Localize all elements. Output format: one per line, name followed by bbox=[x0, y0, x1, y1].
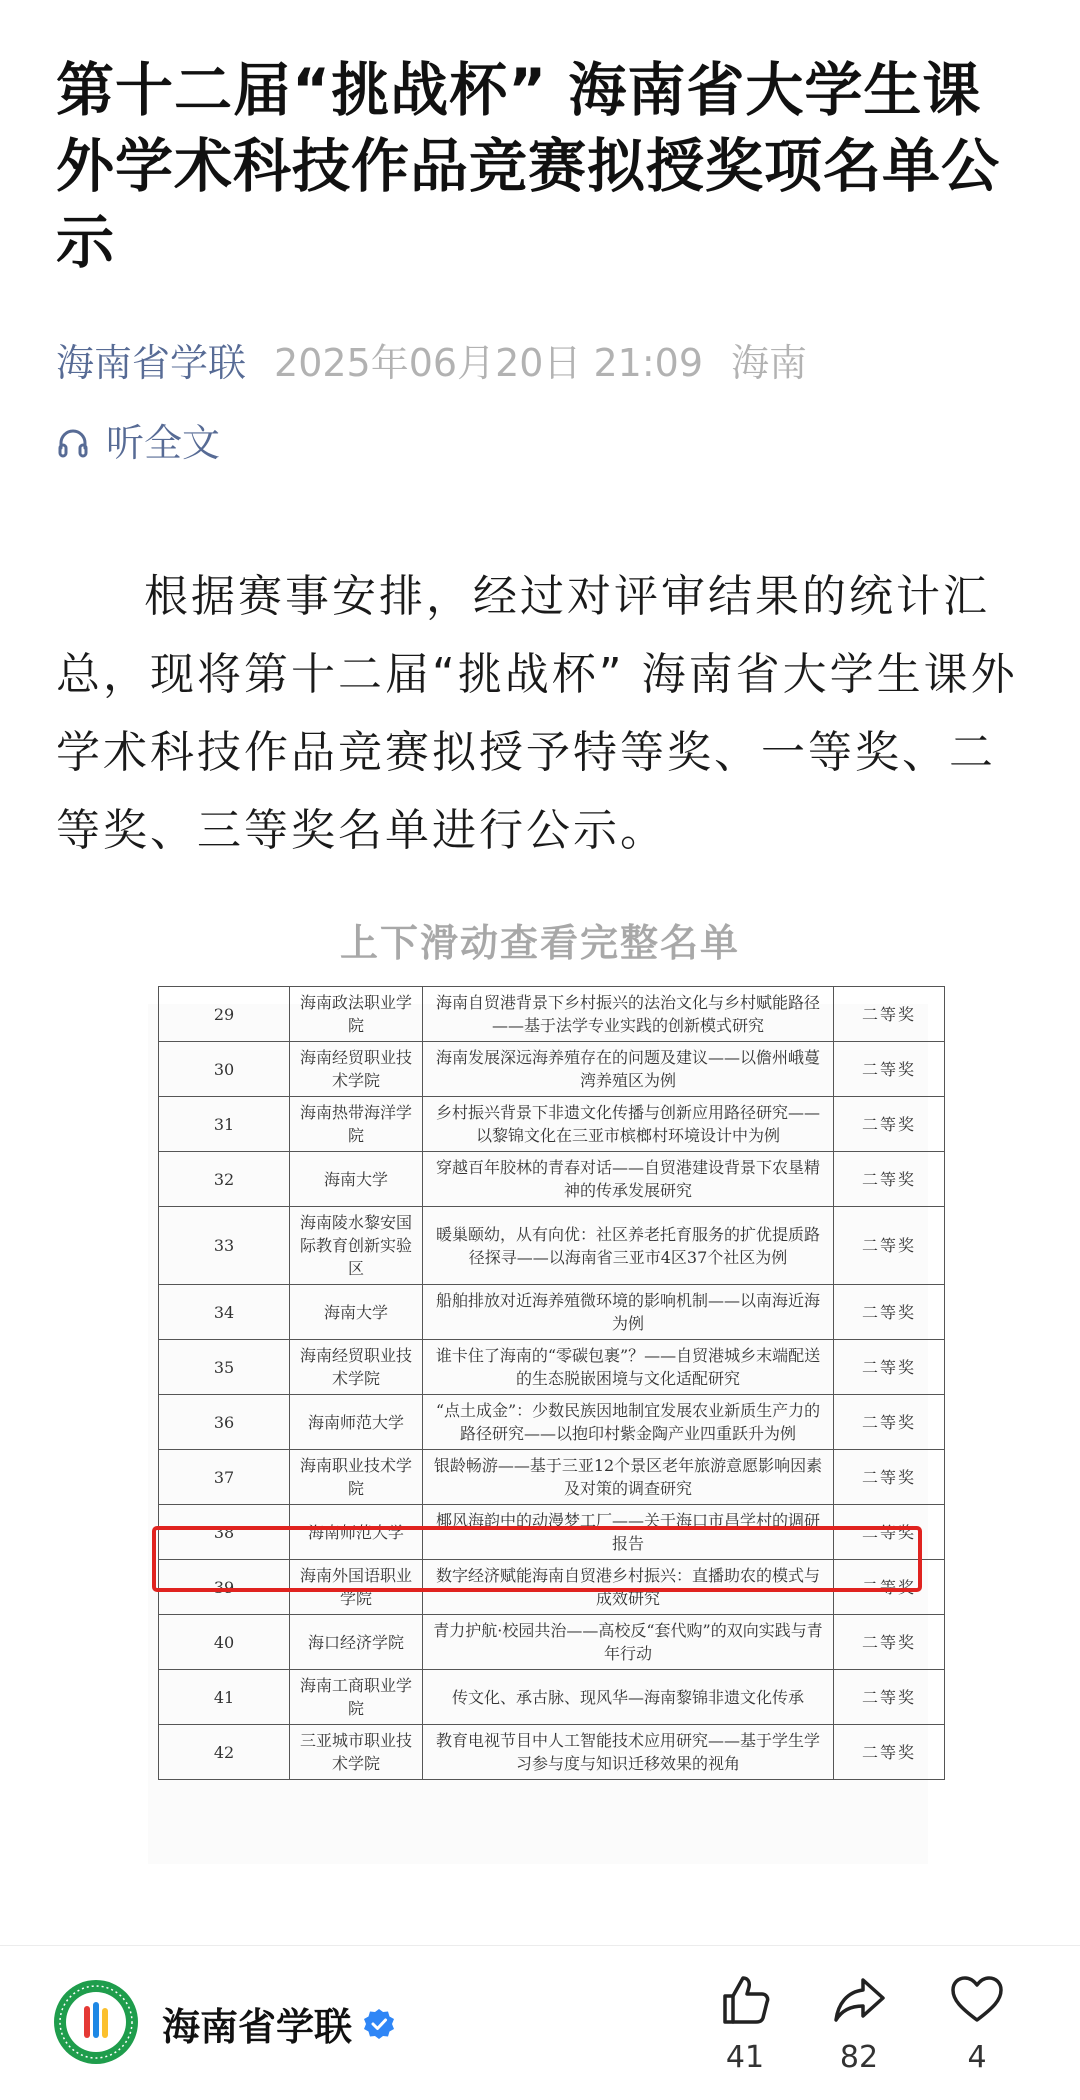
row-project-title: 青力护航·校园共治——高校反“套代购”的双向实践与青年行动 bbox=[423, 1615, 834, 1670]
row-school: 海南职业技术学院 bbox=[290, 1450, 423, 1505]
avatar[interactable] bbox=[54, 1980, 138, 2064]
listen-label: 听全文 bbox=[106, 421, 221, 465]
row-award-level: 二等奖 bbox=[834, 1395, 945, 1450]
row-project-title: 乡村振兴背景下非遗文化传播与创新应用路径研究——以黎锦文化在三亚市槟榔村环境设计中为例 bbox=[423, 1097, 834, 1152]
row-award-level: 二等奖 bbox=[834, 1725, 945, 1780]
hainan-student-federation-logo bbox=[54, 1980, 138, 2064]
publish-region: 海南 bbox=[731, 341, 808, 385]
scroll-hint: 上下滑动查看完整名单 bbox=[339, 921, 740, 965]
table-row bbox=[159, 1042, 945, 1097]
row-number: 40 bbox=[159, 1615, 290, 1670]
row-award-level: 二等奖 bbox=[834, 1042, 945, 1097]
row-number: 39 bbox=[159, 1560, 290, 1615]
row-project-title: 传文化、承古脉、现风华—海南黎锦非遗文化传承 bbox=[423, 1670, 834, 1725]
row-project-title: 数字经济赋能海南自贸港乡村振兴：直播助农的模式与成效研究 bbox=[423, 1560, 834, 1615]
favorite-count: 4 bbox=[967, 2040, 987, 2075]
like-button[interactable] bbox=[690, 1972, 800, 2075]
row-number: 37 bbox=[159, 1450, 290, 1505]
row-award-level: 二等奖 bbox=[834, 1615, 945, 1670]
row-school: 海南热带海洋学院 bbox=[290, 1097, 423, 1152]
table-row bbox=[159, 1207, 945, 1285]
footer-bar bbox=[0, 1946, 1080, 2100]
row-school: 海南师范大学 bbox=[290, 1505, 423, 1560]
share-count: 82 bbox=[839, 2040, 879, 2075]
row-school: 海南陵水黎安国际教育创新实验区 bbox=[290, 1207, 423, 1285]
row-award-level: 二等奖 bbox=[834, 1207, 945, 1285]
row-project-title: 教育电视节目中人工智能技术应用研究——基于学生学习参与度与知识迁移效果的视角 bbox=[423, 1725, 834, 1780]
intro-paragraph: 根据赛事安排，经过对评审结果的统计汇总，现将第十二届“挑战杯” 海南省大学生课外学术科技作品竞赛拟授予特等奖、一等奖、二等奖、三等奖名单进行公示。 bbox=[56, 571, 1018, 856]
row-number: 38 bbox=[159, 1505, 290, 1560]
row-school: 海南师范大学 bbox=[290, 1395, 423, 1450]
row-project-title: “点土成金”：少数民族因地制宜发展农业新质生产力的路径研究——以抱印村紫金陶产业四重跃升为例 bbox=[423, 1395, 834, 1450]
row-number: 32 bbox=[159, 1152, 290, 1207]
table-row bbox=[159, 1152, 945, 1207]
like-count: 41 bbox=[725, 2040, 765, 2075]
row-award-level: 二等奖 bbox=[834, 1097, 945, 1152]
table-row bbox=[159, 1725, 945, 1780]
thumbs-up-icon bbox=[717, 1972, 773, 2028]
table-row bbox=[159, 1395, 945, 1450]
award-table bbox=[158, 986, 945, 1780]
row-number: 31 bbox=[159, 1097, 290, 1152]
row-project-title: 海南自贸港背景下乡村振兴的法治文化与乡村赋能路径——基于法学专业实践的创新模式研究 bbox=[423, 987, 834, 1042]
row-project-title: 海南发展深远海养殖存在的问题及建议——以儋州峨蔓湾养殖区为例 bbox=[423, 1042, 834, 1097]
row-school: 海南经贸职业技术学院 bbox=[290, 1340, 423, 1395]
share-button[interactable] bbox=[804, 1972, 914, 2075]
row-number: 35 bbox=[159, 1340, 290, 1395]
table-row bbox=[159, 1670, 945, 1725]
publish-date: 2025年06月20日 21:09 bbox=[274, 341, 704, 385]
row-number: 41 bbox=[159, 1670, 290, 1725]
row-number: 36 bbox=[159, 1395, 290, 1450]
favorite-button[interactable] bbox=[922, 1972, 1032, 2075]
account-name-label: 海南省学联 bbox=[162, 2005, 353, 2049]
table-row bbox=[159, 1285, 945, 1340]
row-award-level: 二等奖 bbox=[834, 1670, 945, 1725]
table-row bbox=[159, 1615, 945, 1670]
headphones-icon bbox=[56, 426, 90, 460]
listen-full-text-button[interactable] bbox=[56, 418, 220, 468]
table-row bbox=[159, 1560, 945, 1615]
table-row bbox=[159, 1505, 945, 1560]
row-school: 海南大学 bbox=[290, 1285, 423, 1340]
row-project-title: 谁卡住了海南的“零碳包裹”？——自贸港城乡末端配送的生态脱嵌困境与文化适配研究 bbox=[423, 1340, 834, 1395]
table-row bbox=[159, 1340, 945, 1395]
row-number: 42 bbox=[159, 1725, 290, 1780]
author-link[interactable]: 海南省学联 bbox=[56, 341, 247, 385]
row-project-title: 船舶排放对近海养殖微环境的影响机制——以南海近海为例 bbox=[423, 1285, 834, 1340]
row-award-level: 二等奖 bbox=[834, 1505, 945, 1560]
row-school: 海南工商职业学院 bbox=[290, 1670, 423, 1725]
row-project-title: 椰风海韵中的动漫梦工厂——关于海口市昌学村的调研报告 bbox=[423, 1505, 834, 1560]
row-number: 33 bbox=[159, 1207, 290, 1285]
row-school: 海口经济学院 bbox=[290, 1615, 423, 1670]
heart-icon bbox=[949, 1972, 1005, 2028]
row-school: 海南大学 bbox=[290, 1152, 423, 1207]
table-row bbox=[159, 1450, 945, 1505]
row-school: 海南外国语职业学院 bbox=[290, 1560, 423, 1615]
row-school: 海南经贸职业技术学院 bbox=[290, 1042, 423, 1097]
row-award-level: 二等奖 bbox=[834, 987, 945, 1042]
row-award-level: 二等奖 bbox=[834, 1152, 945, 1207]
row-award-level: 二等奖 bbox=[834, 1285, 945, 1340]
article-meta bbox=[56, 338, 807, 388]
row-number: 29 bbox=[159, 987, 290, 1042]
share-arrow-icon bbox=[831, 1972, 887, 2028]
row-award-level: 二等奖 bbox=[834, 1450, 945, 1505]
row-project-title: 暖巢颐幼，从有向优：社区养老托育服务的扩优提质路径探寻——以海南省三亚市4区37个社区为例 bbox=[423, 1207, 834, 1285]
row-award-level: 二等奖 bbox=[834, 1560, 945, 1615]
row-project-title: 银龄畅游——基于三亚12个景区老年旅游意愿影响因素及对策的调查研究 bbox=[423, 1450, 834, 1505]
row-number: 30 bbox=[159, 1042, 290, 1097]
account-name[interactable] bbox=[162, 1996, 396, 2051]
verified-badge-icon bbox=[362, 2007, 396, 2041]
row-school: 海南政法职业学院 bbox=[290, 987, 423, 1042]
row-project-title: 穿越百年胶林的青春对话——自贸港建设背景下农垦精神的传承发展研究 bbox=[423, 1152, 834, 1207]
table-row bbox=[159, 987, 945, 1042]
row-number: 34 bbox=[159, 1285, 290, 1340]
award-list-scroll-area[interactable] bbox=[148, 993, 928, 1864]
row-award-level: 二等奖 bbox=[834, 1340, 945, 1395]
row-school: 三亚城市职业技术学院 bbox=[290, 1725, 423, 1780]
table-row bbox=[159, 1097, 945, 1152]
article-title: 第十二届“挑战杯” 海南省大学生课外学术科技作品竞赛拟授奖项名单公示 bbox=[56, 56, 1001, 276]
